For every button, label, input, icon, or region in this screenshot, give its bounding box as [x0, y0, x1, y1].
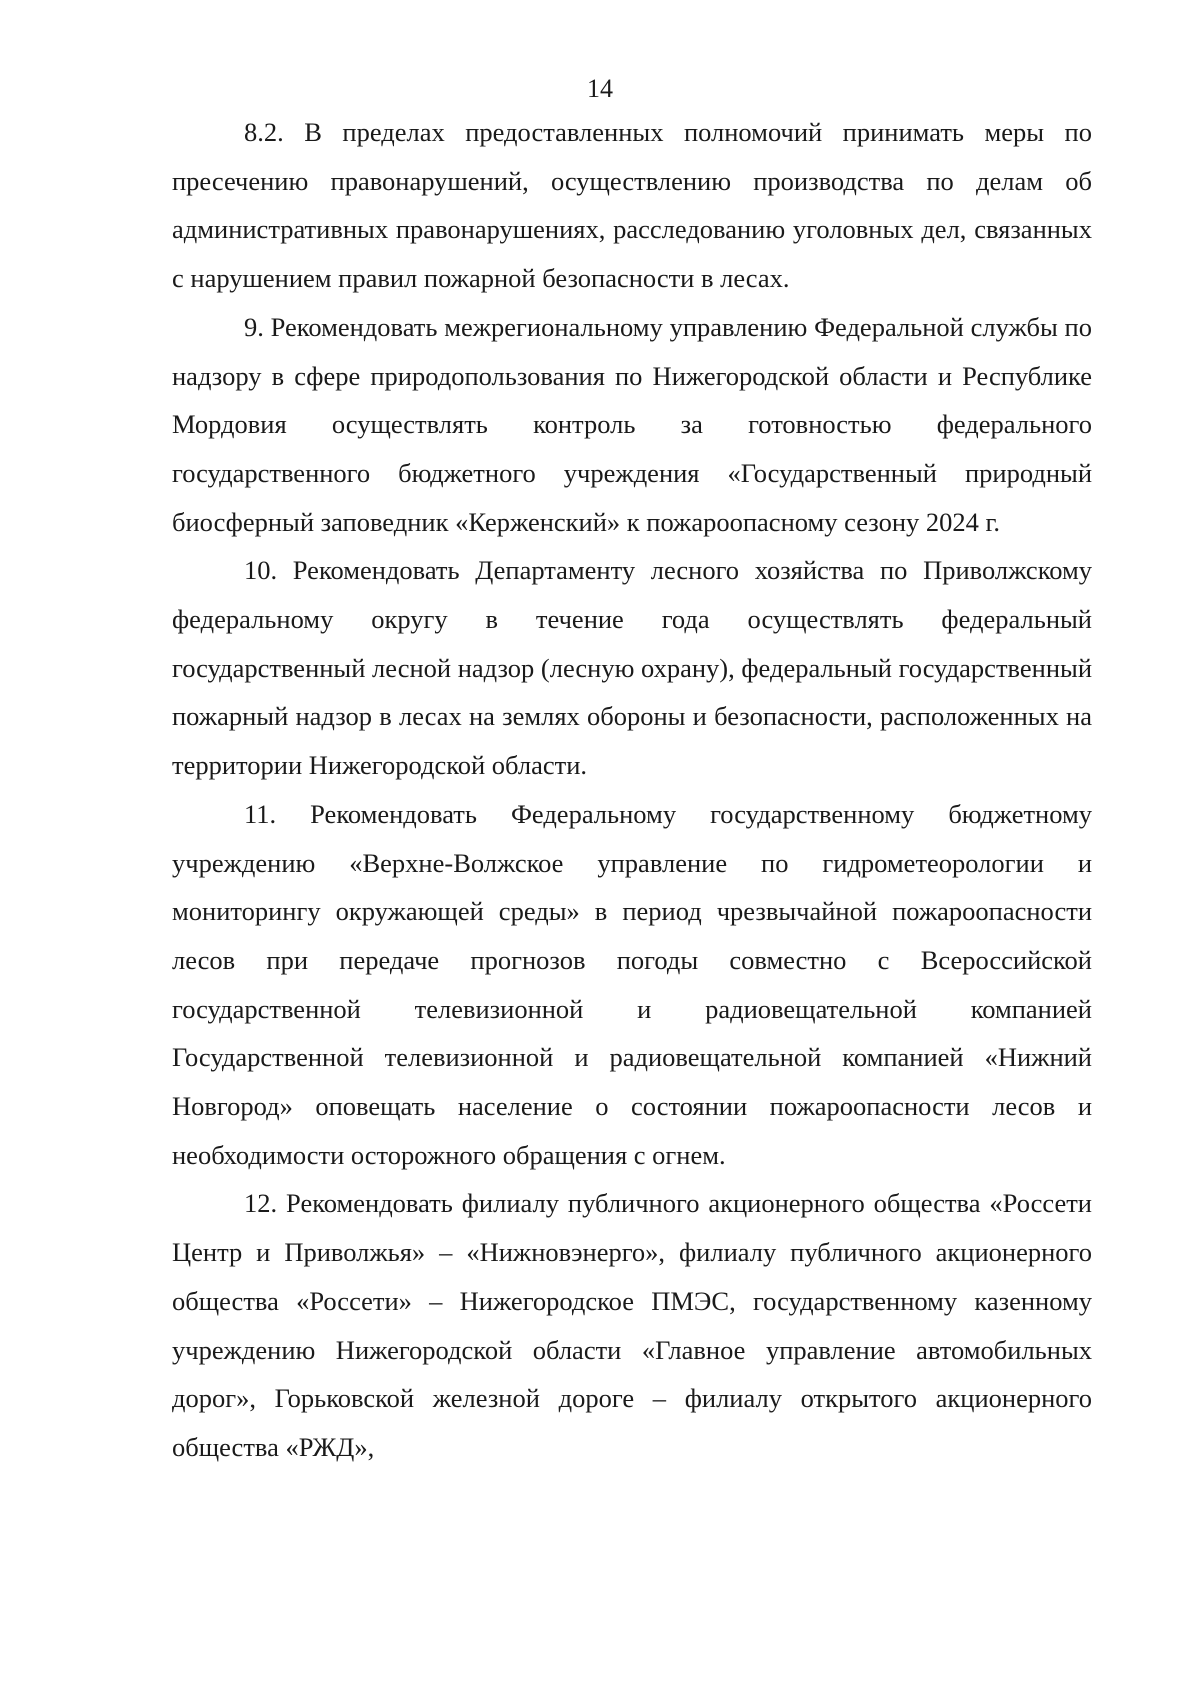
paragraph-8-2: 8.2. В пределах предоставленных полномочий принимать меры по пресечению правонарушений, осуществлению производства по делам об административных правонарушениях, расследованию уголовных дел, связанных с нарушением правил пожарной безопасности в лесах.: [172, 117, 1092, 294]
page-number: 14: [587, 74, 613, 103]
paragraph-12: 12. Рекомендовать филиалу публичного акционерного общества «Россети Центр и Приволжья» – «Нижновэнерго», филиалу публичного акционерного общества «Россети» – Нижегородское ПМЭС, государственному казенному учреждению Нижегородской области «Главное управление автомобильных дорог», Горьковской железной дороге – филиалу открытого акционерного общества «РЖД»,: [172, 1188, 1092, 1462]
document-body: [172, 108, 1092, 1472]
paragraph-11: 11. Рекомендовать Федеральному государственному бюджетному учреждению «Верхне-Волжское управление по гидрометеорологии и мониторингу окружающей среды» в период чрезвычайной пожароопасности лесов при передаче прогнозов погоды совместно с Всероссийской государственной телевизионной и радиовещательной компанией Государственной телевизионной и радиовещательной компанией «Нижний Новгород» оповещать население о состоянии пожароопасности лесов и необходимости осторожного обращения с огнем.: [172, 798, 1092, 1170]
paragraph-10: 10. Рекомендовать Департаменту лесного хозяйства по Приволжскому федеральному округу в течение года осуществлять федеральный государственный лесной надзор (лесную охрану), федеральный государственный пожарный надзор в лесах на землях обороны и безопасности, расположенных на территории Нижегородской области.: [172, 555, 1092, 781]
paragraph-9: 9. Рекомендовать межрегиональному управлению Федеральной службы по надзору в сфере природопользования по Нижегородской области и Республике Мордовия осуществлять контроль за готовностью федерального государственного бюджетного учреждения «Государственный природный биосферный заповедник «Керженский» к пожароопасному сезону 2024 г.: [172, 311, 1092, 537]
